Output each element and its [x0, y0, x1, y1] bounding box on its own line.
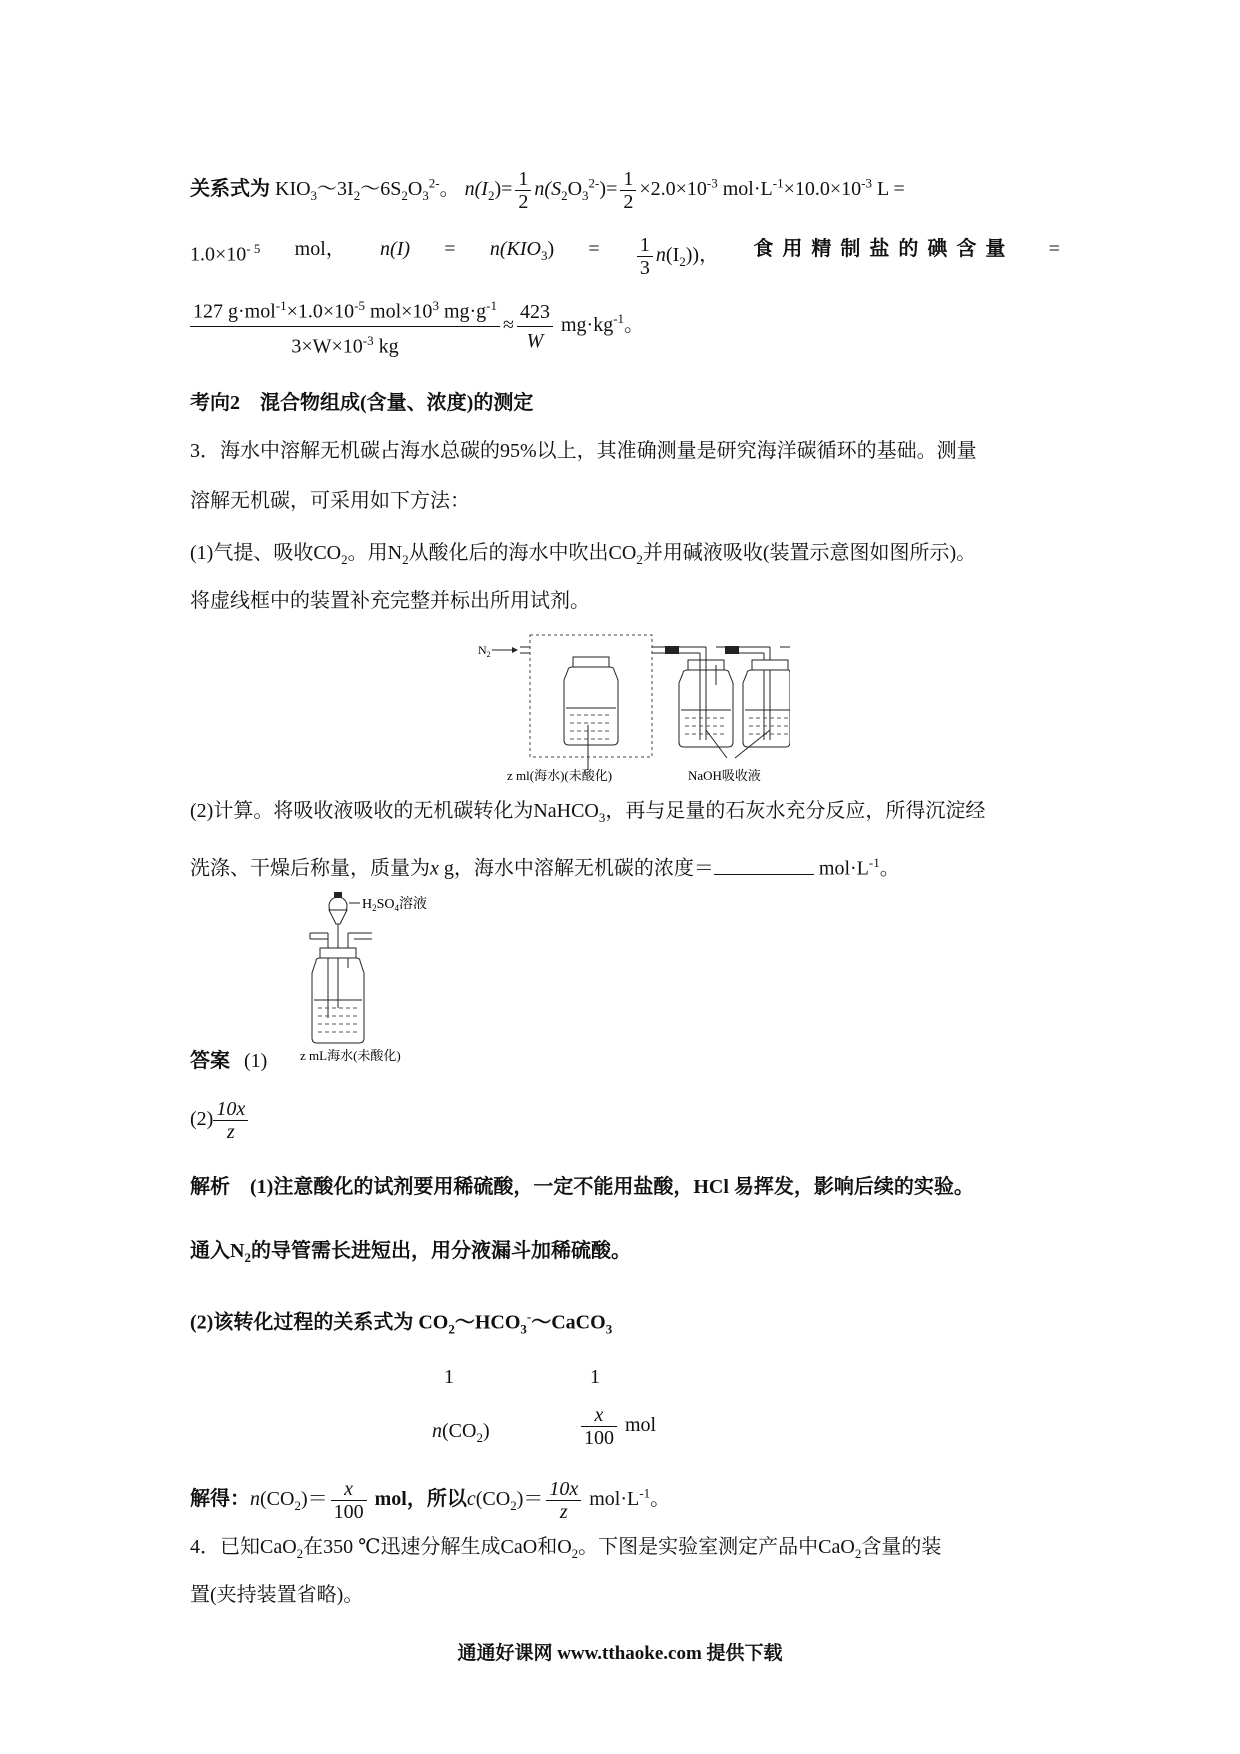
apparatus-figure-1	[470, 630, 790, 785]
analysis-line-1: 解析 (1)注意酸化的试剂要用稀硫酸，一定不能用盐酸，HCl 易挥发，影响后续的实验。	[190, 1176, 974, 1198]
q3-part2-line-2: 洗涤、干燥后称量，质量为x g，海水中溶解无机碳的浓度＝ $mol\cdot L^{-1}$。	[190, 855, 900, 880]
seawater-label-2: z mL海水(未酸化)	[300, 1048, 401, 1063]
footer-credit: 通通好课网 www.tthaoke.com 提供下载	[457, 1643, 783, 1664]
q3-part1-line-2: 将虚线框中的装置补充完整并标出所用试剂。	[190, 590, 590, 612]
q4-line-2: 置(夹持装置省略)。	[190, 1584, 364, 1606]
section-title: 考向2 混合物组成(含量、浓度)的测定	[190, 392, 534, 414]
n-co2: $n(CO_2)$	[432, 1420, 490, 1445]
naoh-label: NaOH吸收液	[688, 768, 761, 783]
q3-line-2: 溶解无机碳，可采用如下方法：	[190, 490, 470, 512]
q3-part2-line-1: (2)计算。将吸收液吸收的无机碳转化为NaHCO$_3$，再与足量的石灰水充分反应，所得沉淀经	[190, 800, 986, 825]
calc-line-2: $1.0\times 10^{- 5}$ mol， n(I) = $n(KIO_3)$ = $\frac{1}{3}$ $n(I_2)$)， 食用精制盐的碘含量 =	[190, 234, 1060, 279]
coef-2: 1	[590, 1366, 600, 1388]
answer-label: 答案 (1)	[190, 1050, 268, 1072]
apparatus-figure-2	[300, 888, 460, 1063]
n2-label: $N_2$	[478, 643, 491, 659]
x-over-100: $\frac{x}{100}$ mol	[578, 1404, 656, 1449]
calc-line-1: 关系式为 $KIO_3\sim 3I_2\sim 6S_2O_3^{2-}$。 $n(I_2)=$ $\frac{1}{2}$ $n(S_2O_3^{2-})=$ $\frac{1}{2}$ $\times 2.0\times 10^{-3}$ $mol\cdot L^{-1}\times 10.0\times 10^{-3}$ L =	[190, 168, 905, 213]
q3-part1-line-1: (1)气提、吸收$CO_2$。用$N_2$从酸化后的海水中吹出$CO_2$并用碱液吸收(装置示意图如图所示)。	[190, 542, 977, 567]
analysis-line-3: (2)该转化过程的关系式为 $CO_2\sim HCO_3^-\sim CaCO_3$	[190, 1309, 613, 1337]
q3-line-1: 3．海水中溶解无机碳占海水总碳的95%以上，其准确测量是研究海洋碳循环的基础。测量	[190, 440, 977, 462]
answer-blank	[714, 854, 814, 875]
seawater-label: z ml(海水)(未酸化)	[507, 768, 613, 783]
analysis-solve: 解得：$n(CO_2)=$ $\frac{x}{100}$ mol，所以$c(CO_2)=$ $\frac{10x}{z}$ $mol\cdot L^{-1}$。	[190, 1478, 671, 1523]
analysis-line-2: 通入$N_2$的导管需长进短出，用分液漏斗加稀硫酸。	[190, 1240, 631, 1265]
coef-1: 1	[444, 1366, 454, 1388]
calc-line-3: $\frac{127 g\cdot mol^{-1}\times 1.0\times 10^{-5} mol\times 10^3 mg\cdot g^{-1}}{3\times W\times 10^{-3} kg}$ ≈ $\frac{423}{W}$ $mg\cdot kg^{-1}$。	[190, 292, 644, 360]
acid-label: $H_2SO_4$溶液	[362, 897, 428, 913]
q4-line-1: 4．已知CaO$_2$在350 ℃迅速分解生成CaO和$O_2$。下图是实验室测定产品中CaO$_2$含量的装	[190, 1536, 942, 1561]
answer-part2: (2) $\frac{10x}{z}$	[190, 1098, 251, 1143]
